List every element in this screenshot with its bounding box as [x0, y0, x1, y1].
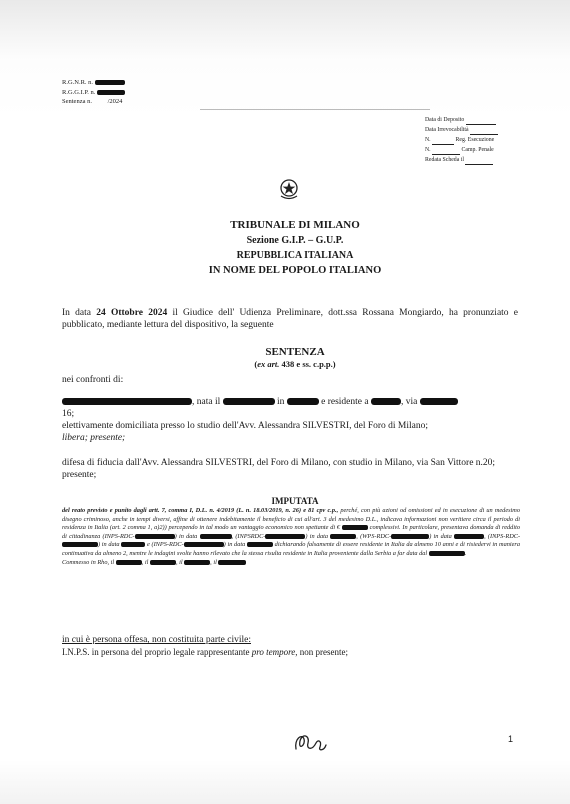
imputata-paragraph: del reato previsto e punito dagli artt. 7, comma I, D.L. n. 4/2019 (L. n. 18.03/2019, n. 26) e 81 cpv c.p., perché, con più azioni od omissioni ed in esecuzione di un medesimo disegno criminoso, anche in tempi diversi, affine di ottenere indebitamente il beneficio di cui all'art. 3 del medesimo D.L., indicava informazioni non veritiere circa il periodo di residenza in Italia (art. 2 comma 1, a)2)) percependo in tal modo un vantaggio economico non spettante di € complessivi. In particolare, presentava domanda di reddito di cittadinanza (INPS-RDC- ) in data , (INPSRDC- ) in data , (WPS-RDC- ) in data , (INPS-RDC-) in data e (INPS-RDC- ) in data dichiarando falsamente di essere residente in Italia da almeno 10 anni e di risiedervi in maniera continuativa da almeno 2, mentre le indagini svolte hanno rilevato che la stessa risulta residente in Italia proveniente dalla Serbia a far data dal . Commesso in Rho, il , il , il , il [62, 507, 521, 566]
signature-initials [290, 727, 330, 755]
imputata-title: IMPUTATA [271, 496, 319, 506]
reg-esecuzione-label: Reg. Esecuzione [455, 137, 495, 143]
redaction [184, 542, 224, 547]
redaction [121, 542, 145, 547]
sentenza-heading: SENTENZA (ex art. 438 e ss. c.p.p.) [0, 346, 570, 370]
redaction [265, 534, 305, 539]
redaction [184, 560, 210, 565]
sentenza-label: Sentenza n. [62, 98, 92, 105]
domicilio-text: elettivamente domiciliata presso lo studio dell'Avv. Alessandra SILVESTRI, del Foro di Milano; [62, 421, 429, 431]
redaction [95, 80, 125, 85]
divider [200, 109, 430, 110]
redaction [223, 398, 275, 405]
rggip-label: R.G.G.I.P. n. [62, 88, 96, 96]
deposito-label: Data di Deposito [425, 117, 465, 123]
sentenza-value: /2024 [107, 98, 123, 105]
commesso-text: Commesso in Rho, il [62, 558, 115, 566]
redaction [200, 534, 232, 539]
title-block [0, 218, 570, 278]
irrevocabilita-label: Data Irrevocabilità [425, 127, 469, 133]
emblem-icon [278, 176, 300, 200]
difesa-paragraph: difesa di fiducia dall'Avv. Alessandra SILVESTRI, del Foro di Milano, con studio in Milano, via San Vittore n.20; presente; [62, 458, 496, 480]
redaction [420, 398, 458, 405]
redaction [371, 398, 401, 405]
redata-label: Redata Scheda il [425, 157, 464, 163]
header-left [62, 78, 125, 107]
redaction [150, 560, 176, 565]
confronti-text: nei confronti di: [62, 375, 124, 385]
offesa-block: in cui è persona offesa, non costituita parte civile: I.N.P.S. in persona del proprio legale rappresentante pro tempore, non presente; [62, 634, 518, 658]
redaction [330, 534, 356, 539]
libera-text: libera; presente; [62, 433, 126, 443]
imputata-lead: del reato previsto e punito dagli artt. 7, comma I, D.L. n. 4/2019 (L. n. 18.03/2019, n. 26) e 81 cpv c.p., [62, 507, 339, 514]
page-number: 1 [508, 734, 514, 744]
redaction [62, 398, 192, 405]
tribunale-title: TRIBUNALE DI MILANO [230, 219, 360, 231]
redaction [135, 534, 175, 539]
sentenza-title: SENTENZA [265, 346, 325, 358]
defendant-paragraph: , nata il in e residente a , via 16; elettivamente domiciliata presso lo studio dell'Avv. Alessandra SILVESTRI, del Foro di Milano; libera; presente; [62, 396, 522, 444]
rgnr-label: R.G.N.R. n. [62, 79, 94, 86]
redaction [97, 90, 125, 95]
intro-paragraph: In data 24 Ottobre 2024 il Giudice dell' Udienza Preliminare, dott.ssa Rossana Mongiardo, ha pronunziato e pubblicato, mediante lettura del dispositivo, la seguente [62, 308, 518, 330]
redaction [342, 525, 368, 530]
repubblica-title: REPUBBLICA ITALIANA [236, 250, 354, 261]
redaction [218, 560, 246, 565]
redaction [247, 542, 273, 547]
sezione-title: Sezione G.I.P. – G.U.P. [246, 235, 344, 246]
redaction [116, 560, 142, 565]
header-right: Data di Deposito Data Irrevocabilità N. Reg. Esecuzione N. Camp. Penale Redata Scheda il [425, 115, 498, 165]
decision-date: 24 Ottobre 2024 [96, 308, 168, 318]
redaction [62, 542, 98, 547]
redaction [391, 534, 429, 539]
camp-penale-label: Camp. Penale [461, 147, 494, 153]
nome-title: IN NOME DEL POPOLO ITALIANO [208, 265, 382, 276]
offesa-heading: in cui è persona offesa, non costituita parte civile: [62, 635, 251, 645]
redaction [454, 534, 484, 539]
redaction [287, 398, 319, 405]
redaction [429, 551, 465, 556]
